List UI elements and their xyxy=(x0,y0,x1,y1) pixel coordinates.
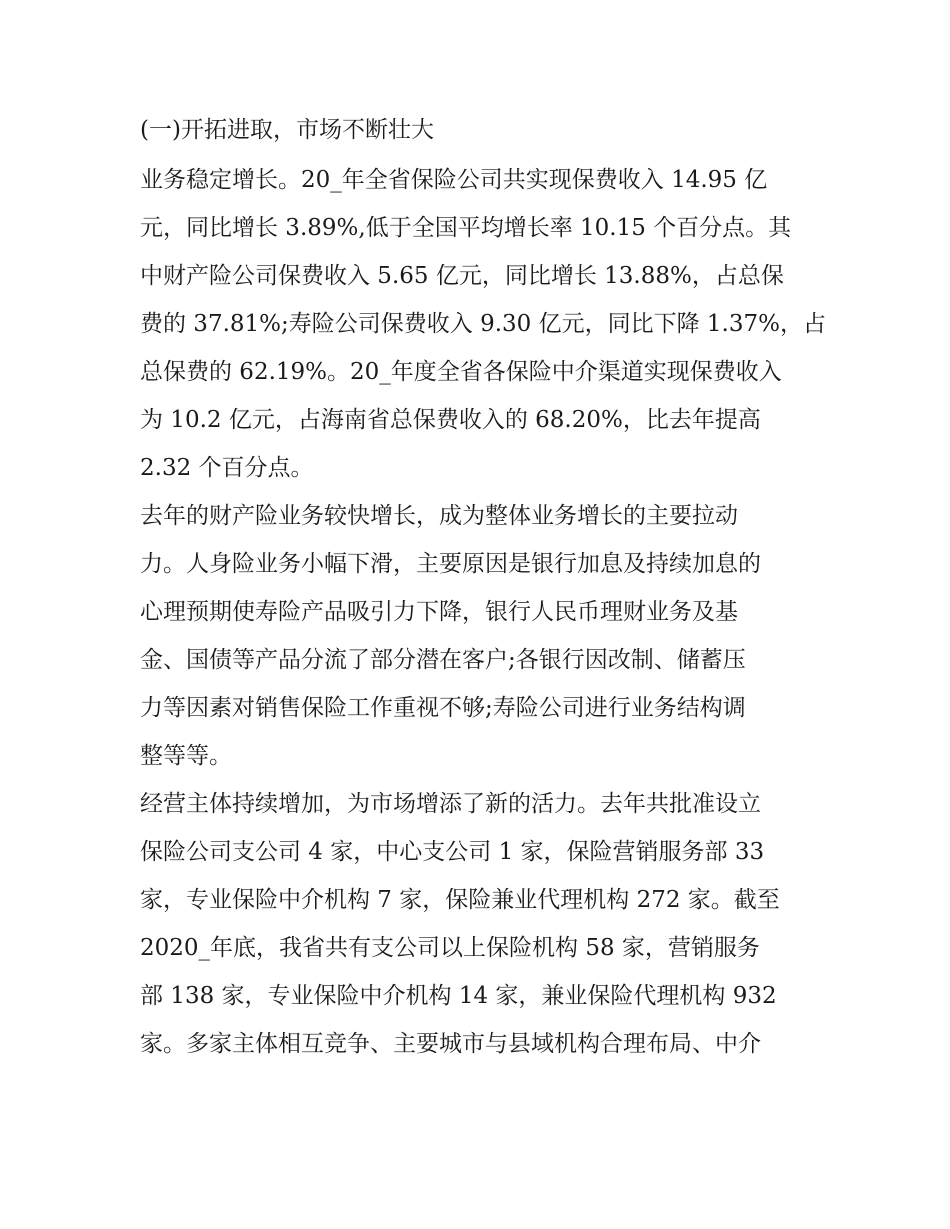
paragraph-2-line-4: 金、国债等产品分流了部分潜在客户;各银行因改制、储蓄压 xyxy=(140,647,746,673)
paragraph-1-line-5: 总保费的 62.19%。20_年度全省各保险中介渠道实现保费收入 xyxy=(140,359,782,385)
paragraph-3-line-1: 经营主体持续增加，为市场增添了新的活力。去年共批准设立 xyxy=(140,791,761,817)
paragraph-3-line-3: 家，专业保险中介机构 7 家，保险兼业代理机构 272 家。截至 xyxy=(140,887,780,913)
paragraph-3-line-6: 家。多家主体相互竞争、主要城市与县域机构合理布局、中介 xyxy=(140,1031,761,1057)
paragraph-2-line-3: 心理预期使寿险产品吸引力下降，银行人民币理财业务及基 xyxy=(140,599,738,625)
paragraph-1-line-4: 费的 37.81%;寿险公司保费收入 9.30 亿元，同比下降 1.37%，占 xyxy=(140,311,826,337)
paragraph-3-line-4: 2020_年底，我省共有支公司以上保险机构 58 家，营销服务 xyxy=(140,935,760,961)
paragraph-1-line-1: 业务稳定增长。20_年全省保险公司共实现保费收入 14.95 亿 xyxy=(140,167,768,193)
paragraph-1-line-7: 2.32 个百分点。 xyxy=(140,455,314,481)
paragraph-1-line-6: 为 10.2 亿元，占海南省总保费收入的 68.20%，比去年提高 xyxy=(140,407,761,433)
paragraph-2-line-6: 整等等。 xyxy=(140,743,232,769)
paragraph-2-line-1: 去年的财产险业务较快增长，成为整体业务增长的主要拉动 xyxy=(140,503,738,529)
paragraph-1-line-3: 中财产险公司保费收入 5.65 亿元，同比增长 13.88%，占总保 xyxy=(140,263,784,289)
section-heading: (一)开拓进取，市场不断壮大 xyxy=(140,117,434,143)
paragraph-3-line-5: 部 138 家，专业保险中介机构 14 家，兼业保险代理机构 932 xyxy=(140,983,777,1009)
paragraph-3-line-2: 保险公司支公司 4 家，中心支公司 1 家，保险营销服务部 33 xyxy=(140,839,765,865)
paragraph-2-line-5: 力等因素对销售保险工作重视不够;寿险公司进行业务结构调 xyxy=(140,695,746,721)
paragraph-1-line-2: 元，同比增长 3.89%,低于全国平均增长率 10.15 个百分点。其 xyxy=(140,215,792,241)
paragraph-2-line-2: 力。人身险业务小幅下滑，主要原因是银行加息及持续加息的 xyxy=(140,551,761,577)
